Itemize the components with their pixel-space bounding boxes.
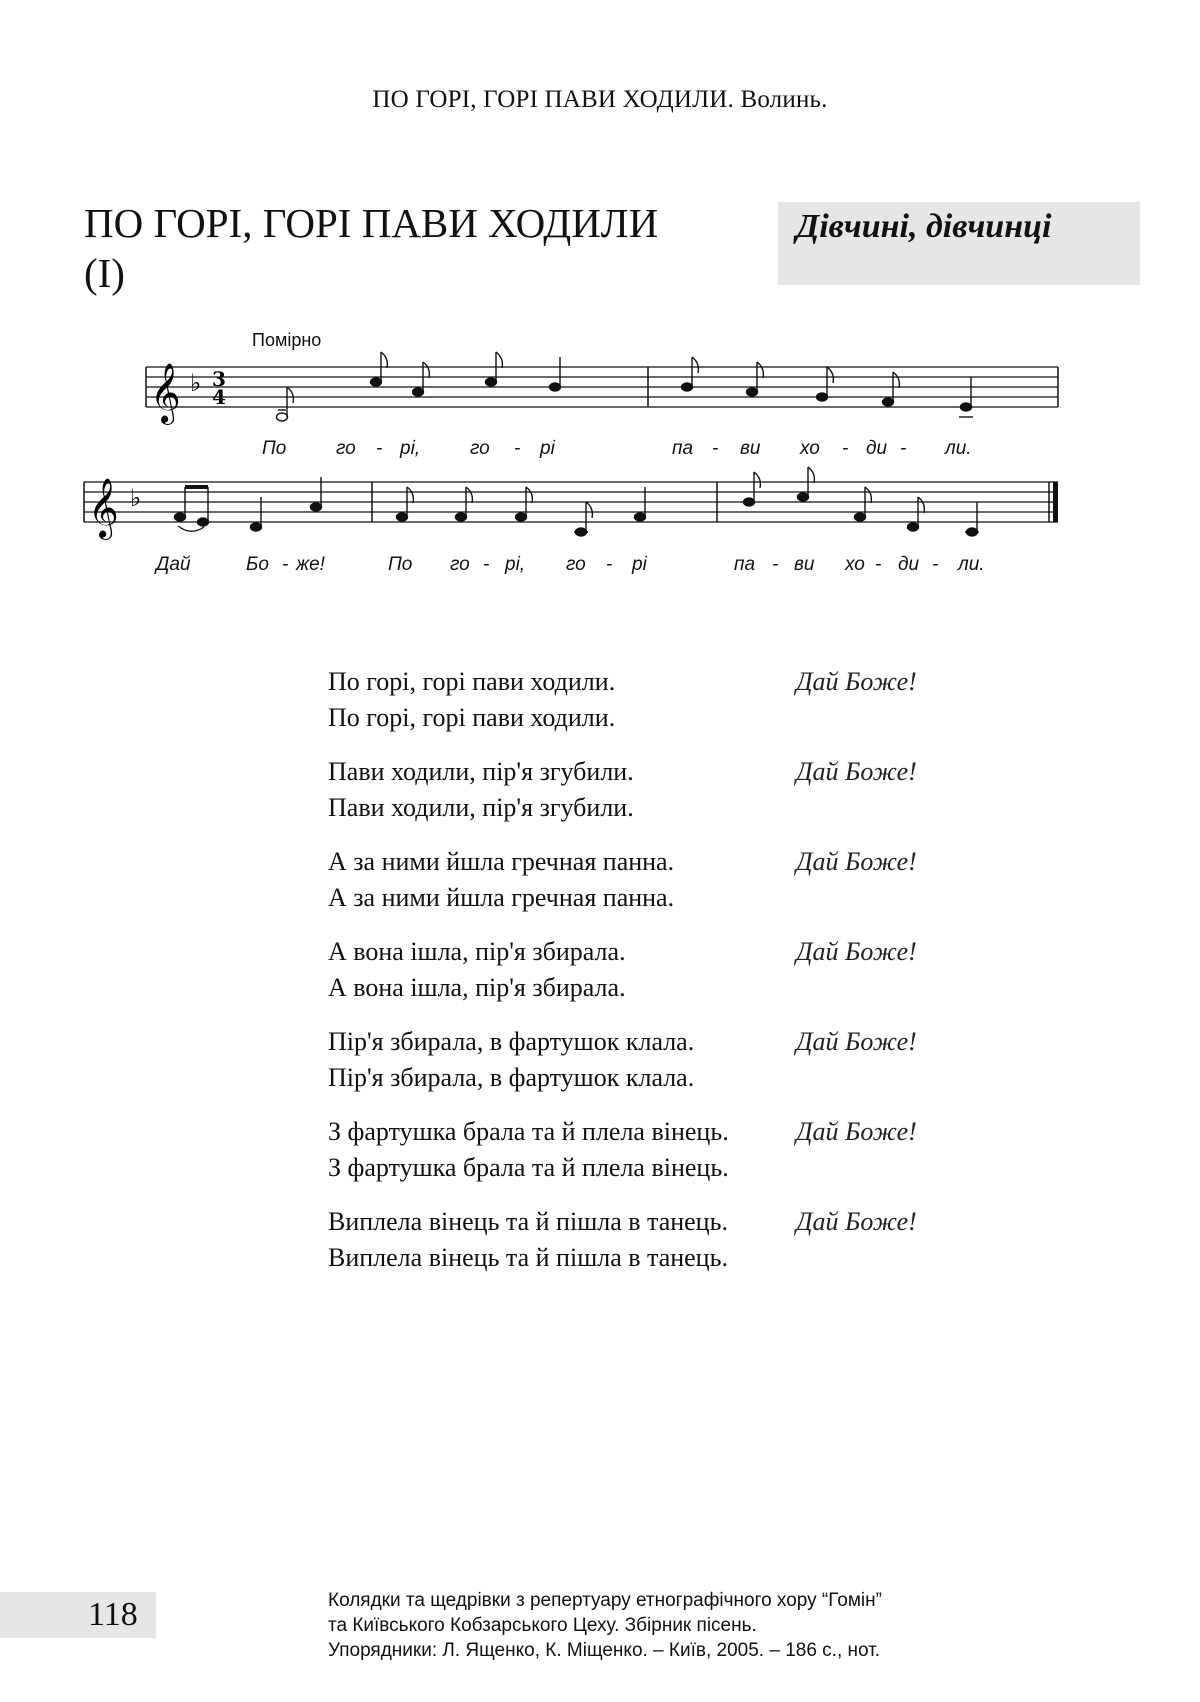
lyric-syllable: па [672, 438, 694, 459]
verse-text: Пір'я збирала, в фартушок клала. [328, 1027, 695, 1056]
verse-text: Пір'я збирала, в фартушок клала. [328, 1063, 695, 1092]
verse [328, 1114, 968, 1186]
lyric-syllable: го [470, 438, 490, 459]
refrain: Дай Боже! [796, 1117, 917, 1146]
running-head: ПО ГОРІ, ГОРІ ПАВИ ХОДИЛИ. Волинь. [372, 86, 828, 113]
lyric-syllable: па [734, 554, 756, 575]
verse-text: По горі, горі пави ходили. [328, 667, 616, 696]
staff-2 [84, 482, 1058, 522]
lyric-syllable: рі [540, 438, 555, 459]
lyric-syllable: - [376, 438, 383, 459]
verse-line [328, 664, 968, 700]
lyric-syllable: ди [898, 554, 920, 575]
lyric-syllable: - [514, 438, 521, 459]
verse-text: А за ними йшла гречная панна. [328, 883, 675, 912]
verse-text: По горі, горі пави ходили. [328, 703, 616, 732]
verse-line [328, 1060, 968, 1096]
lyric-syllable: - [282, 554, 289, 575]
staff-1 [146, 367, 1058, 407]
verse-text: Виплела вінець та й пішла в танець. [328, 1243, 728, 1272]
refrain: Дай Боже! [796, 847, 917, 876]
lyric-syllable: же! [296, 554, 325, 575]
verse-line [328, 970, 968, 1006]
lyrics-system-2 [154, 554, 985, 575]
lyric-syllable: рі [632, 554, 647, 575]
verse-line [328, 1240, 968, 1276]
lyric-syllable: хо [845, 554, 865, 575]
verse [328, 1204, 968, 1276]
lyric-syllable: - [900, 438, 907, 459]
verse-line [328, 934, 968, 970]
lyric-syllable: хо [800, 438, 820, 459]
verse-line [328, 844, 968, 880]
verse-text: З фартушка брала та й плела вінець. [328, 1153, 729, 1182]
lyric-syllable: ви [794, 554, 815, 575]
verse [328, 754, 968, 826]
lyric-syllable: - [772, 554, 779, 575]
lyric-syllable: рі, [505, 554, 526, 575]
lyric-syllable: По [262, 438, 287, 459]
verse [328, 664, 968, 736]
lyric-syllable: ди [866, 438, 888, 459]
footer-line: Колядки та щедрівки з репертуару етнографічного хору “Гомін” [328, 1590, 882, 1611]
song-title [84, 198, 724, 298]
lyric-syllable: го [450, 554, 470, 575]
verse-line [328, 1204, 968, 1240]
lyric-syllable: - [932, 554, 939, 575]
verse-text: А за ними йшла гречная панна. [328, 847, 675, 876]
music-score [0, 340, 1200, 590]
footer-line: Упорядники: Л. Ященко, К. Міщенко. – Київ, 2005. – 186 с., нот. [328, 1640, 881, 1661]
page-number: 118 [88, 1596, 138, 1633]
footer-line: та Київського Кобзарського Цеху. Збірник пісень. [328, 1615, 757, 1636]
lyric-syllable: го [566, 554, 586, 575]
treble-clef-icon: 𝄞 [150, 363, 181, 423]
lyric-syllable: - [483, 554, 490, 575]
verse-text: А вона ішла, пір'я збирала. [328, 937, 626, 966]
verse-text: З фартушка брала та й плела вінець. [328, 1117, 729, 1146]
category-label: Дівчині, дівчинці [796, 208, 1052, 245]
time-sig-bottom: 4 [212, 385, 226, 409]
flat-icon: ♭ [190, 369, 202, 397]
lyric-syllable: рі, [400, 438, 421, 459]
refrain: Дай Боже! [796, 667, 917, 696]
verse-text: Виплела вінець та й пішла в танець. [328, 1207, 728, 1236]
verse-text: Пави ходили, пір'я згубили. [328, 757, 634, 786]
verse [328, 844, 968, 916]
slur [178, 526, 204, 531]
lyric-syllable: - [842, 438, 849, 459]
lyrics-system-1 [262, 438, 972, 459]
lyric-syllable: По [388, 554, 413, 575]
time-sig-top: 3 [212, 367, 226, 391]
lyric-syllable: - [606, 554, 613, 575]
verse [328, 934, 968, 1006]
lyric-syllable: Дай [156, 554, 191, 575]
lyric-syllable: Бо [246, 554, 269, 575]
lyric-syllable: ли. [945, 438, 972, 459]
flat-icon: ♭ [130, 484, 142, 512]
final-barline-thick [1053, 482, 1058, 522]
verse-line [328, 1114, 968, 1150]
footer-citation [328, 1588, 882, 1663]
verse-line [328, 880, 968, 916]
verse-text: Пави ходили, пір'я згубили. [328, 793, 634, 822]
verse-line [328, 1024, 968, 1060]
category-box [778, 202, 1140, 285]
refrain: Дай Боже! [796, 1027, 917, 1056]
tempo-marking: Помірно [252, 330, 322, 350]
verse-line [328, 754, 968, 790]
page-number-box [0, 1592, 156, 1638]
verse-text: А вона ішла, пір'я збирала. [328, 973, 626, 1002]
refrain: Дай Боже! [796, 1207, 917, 1236]
verse-line [328, 790, 968, 826]
lyric-syllable: ви [740, 438, 761, 459]
lyric-syllable: - [712, 438, 719, 459]
treble-clef-icon: 𝄞 [88, 478, 119, 538]
lyric-syllable: го [336, 438, 356, 459]
refrain: Дай Боже! [796, 757, 917, 786]
verse-line [328, 700, 968, 736]
verse [328, 1024, 968, 1096]
refrain: Дай Боже! [796, 937, 917, 966]
lyric-syllable: ли. [958, 554, 985, 575]
song-title-line2: (І) [84, 250, 125, 296]
lyric-syllable: - [875, 554, 882, 575]
verse-line [328, 1150, 968, 1186]
verses [328, 664, 968, 1294]
song-title-line1: ПО ГОРІ, ГОРІ ПАВИ ХОДИЛИ [84, 200, 659, 246]
